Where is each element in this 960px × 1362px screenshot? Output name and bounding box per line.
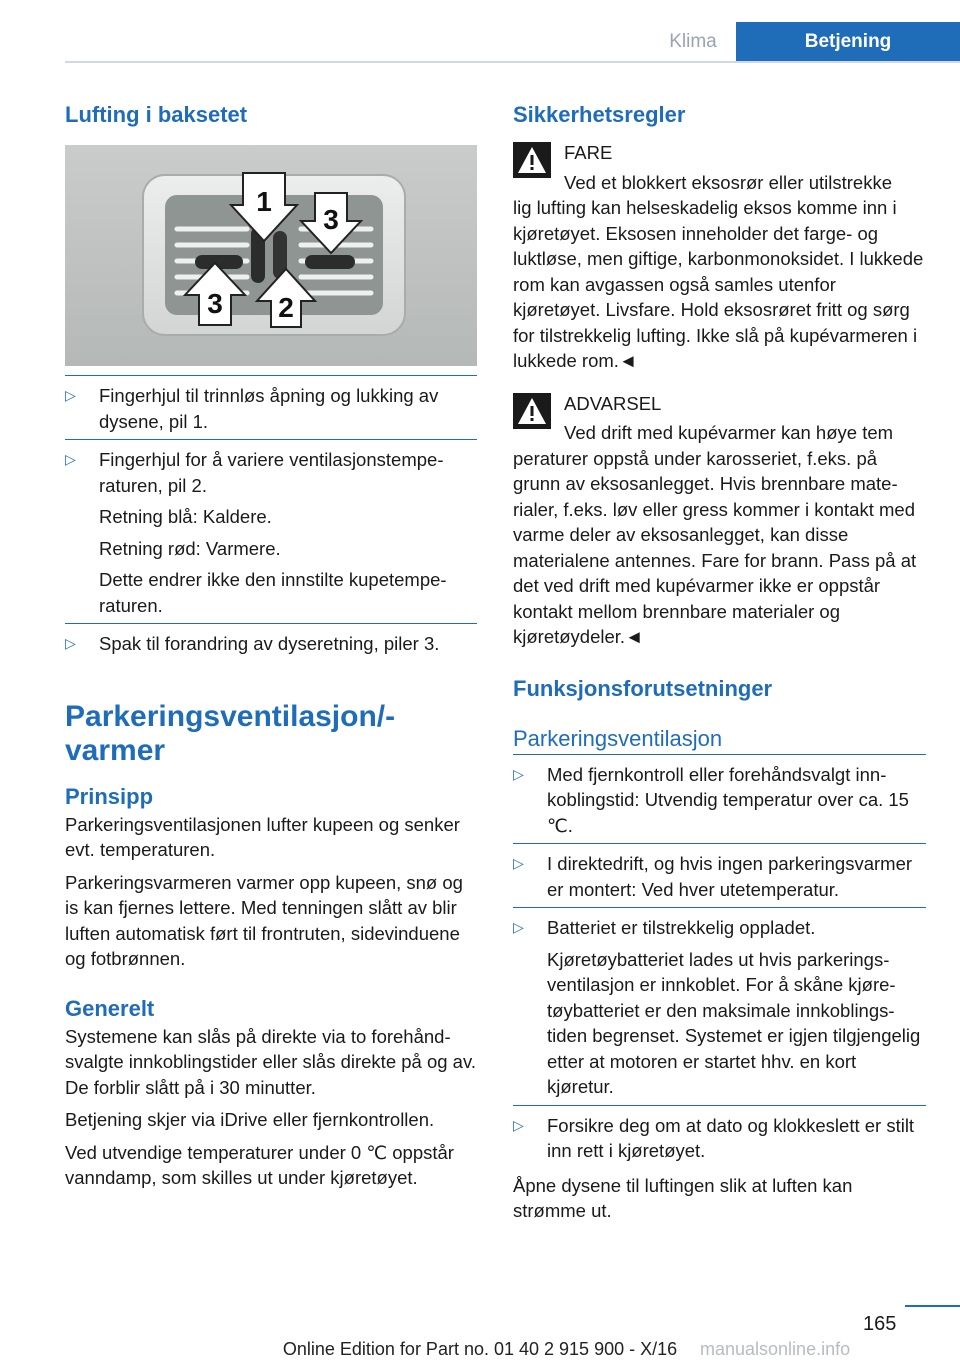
section-title-generelt: Generelt [65,995,155,1021]
list-item [513,907,926,1105]
callout-2: 2 [278,292,294,323]
list-item [513,843,926,907]
list-item [65,375,477,439]
header-tab-betjening[interactable]: Betjening [736,22,960,62]
header-divider [65,61,960,63]
chapter-title: Parkeringsventilasjon/-varmer [65,699,396,767]
bullet-icon: ▷ [513,919,524,935]
warning-advarsel [513,391,926,650]
right-column [513,100,926,1224]
warning-fare [513,140,926,374]
bullet-subtext: Retning rød: Varmere. [99,537,281,559]
warning-text: lig lufting kan helseskadelig eksos komme inn i kjøretøyet. Eksosen inneholder det farge- og luktløse, men giftige, karbonmonoksidet. I lukkede rom kan avgassen også samles utenfor kjøretøyet. Livsfare. Hold eksosrøret fritt og sørg for tilstrekkelig lufting. Ikke slå på kupévarmeren i lukkede rom.◄ [513,197,924,371]
header-tab-klima[interactable]: Klima [669,31,717,52]
prinsipp-para: Parkeringsventilasjonen lufter kupeen og senker evt. temperaturen. [65,813,460,860]
warning-triangle-icon [513,142,551,178]
edition-line: Online Edition for Part no. 01 40 2 915 900 - X/16 [282,1339,678,1359]
bullet-text: Fingerhjul til trinnløs åpning og lukking av dysene, pil 1. [99,385,439,432]
warning-title: FARE [564,142,613,163]
section-title-prinsipp: Prinsipp [65,783,154,809]
list-item [513,1105,926,1169]
warning-text: Ved drift med kupévarmer kan høye tem [564,422,894,443]
bullet-icon: ▷ [65,387,76,403]
list-item [65,439,477,623]
callout-3-right: 3 [323,204,339,235]
bullet-subtext: Retning blå: Kaldere. [99,506,272,527]
left-column [65,100,477,1191]
bullet-text: Spak til forandring av dyseretning, piler 3. [99,633,440,654]
bullet-icon: ▷ [513,855,524,871]
page-number: 165 [863,1313,897,1335]
prinsipp-para: Parkeringsvarmeren varmer opp kupeen, snø og is kan fjernes lettere. Med tenningen slått av blir luften automatisk ført til frontruten, sidevinduene og fotbrønnen. [65,871,463,969]
bullet-icon: ▷ [513,765,524,782]
list-item [513,754,926,844]
bullet-text: I direktedrift, og hvis ingen parkeringsvarmer er montert: Ved hver utetemperatur. [547,853,913,900]
generelt-para: Systemene kan slås på direkte via to forehåndsvalgte innkoblingstider eller slås direkte på og av. De forblir slått på i 30 minutter. [65,1025,476,1098]
bullet-text: Fingerhjul for å variere ventilasjonstemperaturen, pil 2. [99,449,444,496]
bullet-text: Med fjernkontroll eller forehåndsvalgt innkoblingstid: Utvendig temperatur over ca. 15 ℃. [547,763,909,836]
bullet-text: Forsikre deg om at dato og klokkeslett er stilt inn rett i kjøretøyet. [547,1114,915,1161]
section-title-funksjon: Funksjonsforutsetninger [513,675,773,701]
requirements-list [513,754,926,1169]
warning-text: peraturer oppstå under karosseriet, f.eks. på grunn av eksosanlegget. Hvis brennbare materialer, f.eks. løv eller gress kommer i kontakt med varme deler av eksosanlegget, kan disse materialene antennes. Fare for brann. Pass på at det ved drift med kupévarmer ikke er oppstår kontakt mellom brennbare materialer og kjøretøydeler.◄ [513,447,917,647]
subsection-title-parkvent: Parkeringsventilasjon [513,725,723,751]
bullet-subtext: Dette endrer ikke den innstilte kupetemperaturen. [99,569,447,616]
list-item [65,623,477,662]
bullet-text: Batteriet er tilstrekkelig oppladet. [547,917,816,938]
watermark: manualsonline.info [700,1339,851,1359]
rear-vent-image [65,145,477,366]
closing-text: Åpne dysene til luftingen slik at luften kan strømme ut. [513,1174,853,1221]
warning-text: Ved et blokkert eksosrør eller utilstrekke [564,171,892,193]
bullet-icon: ▷ [513,1116,524,1133]
section-title-sikkerhet: Sikkerhetsregler [513,102,686,127]
generelt-para: Betjening skjer via iDrive eller fjernkontrollen. [65,1109,435,1130]
warning-title: ADVARSEL [564,392,662,414]
page-footer [0,1305,960,1362]
callout-3-left: 3 [207,288,223,319]
generelt-para: Ved utvendige temperaturer under 0 ℃ oppstår vanndamp, som skilles ut under kjøretøyet. [65,1141,454,1188]
warning-triangle-icon [513,393,551,429]
bullet-icon: ▷ [65,451,76,467]
bullet-subtext: Kjøretøybatteriet lades ut hvis parkeringsventilasjon er innkoblet. For å skåne kjøretøybatteriet er den maksimale innkoblingstiden begrenset. Systemet er igjen tilgjengelig etter at motoren er startet hhv. en kort kjøretur. [547,948,921,1097]
bullet-icon: ▷ [65,635,76,651]
footer-rule [905,1305,960,1307]
callout-1: 1 [256,186,272,217]
vent-control-list [65,375,477,662]
section-title-lufting: Lufting i baksetet [65,102,248,127]
